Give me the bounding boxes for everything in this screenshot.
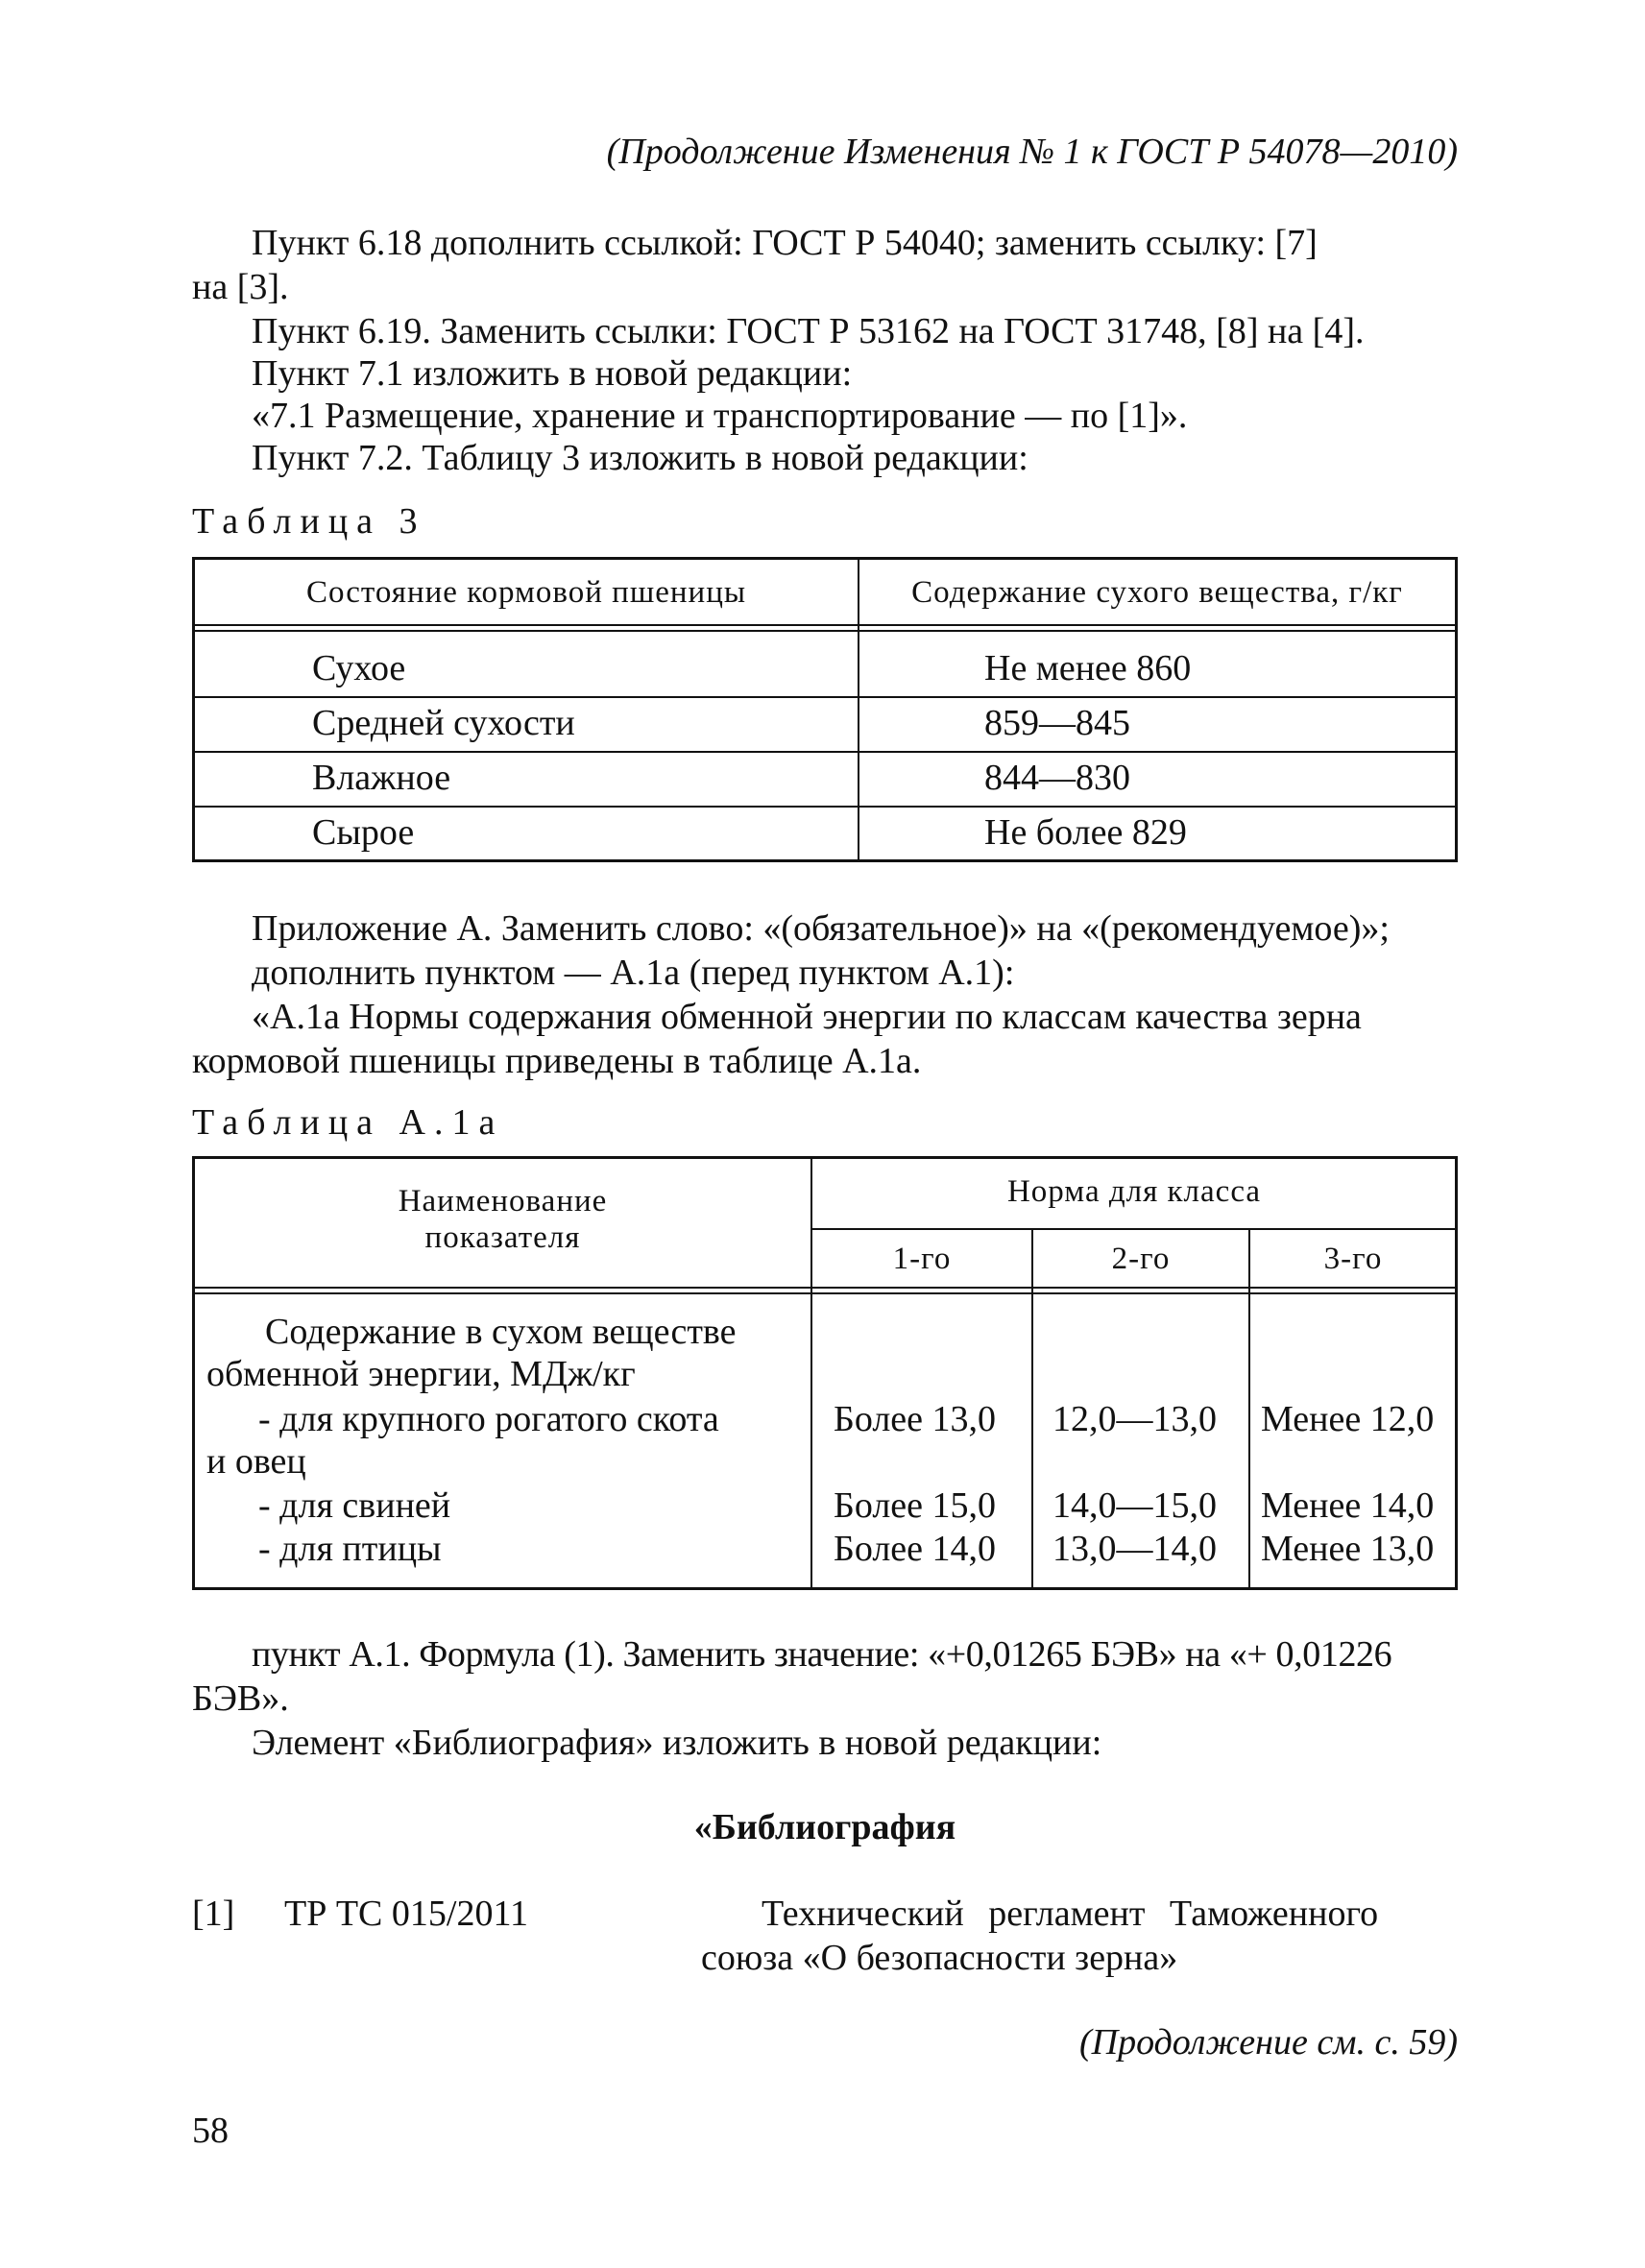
page-number: 58 [192,2111,229,2151]
tableA1a [192,1156,1458,1590]
header-continuation: (Продолжение Изменения № 1 к ГОСТ Р 54078—2010) [606,132,1458,172]
paragraph-7-2: Пункт 7.2. Таблицу 3 изложить в новой редакции: [252,438,1028,478]
footer-continuation: (Продолжение см. с. 59) [1078,2022,1458,2063]
table3-row-value: 844—830 [984,758,1130,798]
bibliography-item-title-cont: союза «О безопасности зерна» [701,1938,1178,1978]
tableA1a-header-name-cont: показателя [424,1220,581,1255]
tableA1a-cell: Менее 12,0 [1261,1399,1435,1439]
table3-row-state: Влажное [312,758,451,798]
bibliography-item-number: [1] [192,1894,235,1934]
table3-row-state: Средней сухости [312,703,575,743]
tableA1a-cell: 13,0—14,0 [1052,1529,1217,1569]
tableA1a-cell: 14,0—15,0 [1052,1485,1217,1526]
table3-row-value: Не менее 860 [984,648,1192,688]
table3-row-state: Сырое [312,812,415,853]
tableA1a-header-class-1: 1-го [892,1242,952,1276]
tableA1a-cell: Менее 14,0 [1261,1485,1435,1526]
tableA1a-cell: Более 13,0 [834,1399,997,1439]
table3-header-state: Состояние кормовой пшеницы [305,575,747,610]
bibliography-intro: Элемент «Библиография» изложить в новой редакции: [252,1723,1102,1763]
table3-caption: Таблица 3 [192,501,426,542]
paragraph-6-18-cont: на [3]. [192,267,289,307]
tableA1a-row-label-cont: и овец [206,1441,306,1482]
tableA1a-row-label: - для крупного рогатого скота [258,1399,719,1439]
appendix-line1: Приложение А. Заменить слово: «(обязательное)» на «(рекомендуемое)»; [252,908,1390,949]
tableA1a-cell: Более 15,0 [834,1485,997,1526]
tableA1a-cell: 12,0—13,0 [1052,1399,1217,1439]
paragraph-7-1: Пункт 7.1 изложить в новой редакции: [252,353,853,394]
tableA1a-cell: Более 14,0 [834,1529,997,1569]
tableA1a-caption: Таблица А.1а [192,1102,504,1143]
formula-line2: БЭВ». [192,1678,289,1719]
table3-row-value: Не более 829 [984,812,1187,853]
paragraph-6-18: Пункт 6.18 дополнить ссылкой: ГОСТ Р 54040; заменить ссылку: [7] [252,223,1318,263]
tableA1a-header-class-2: 2-го [1111,1242,1171,1276]
tableA1a-row-title-cont: обменной энергии, МДж/кг [206,1354,636,1394]
appendix-line2: дополнить пунктом — А.1а (перед пунктом А.1): [252,953,1015,993]
tableA1a-row-label: - для птицы [258,1529,442,1569]
tableA1a-header-class-3: 3-го [1323,1242,1383,1276]
table3-header-content: Содержание сухого вещества, г/кг [911,575,1403,610]
appendix-line4: кормовой пшеницы приведены в таблице А.1а. [192,1041,922,1081]
tableA1a-header-group: Норма для класса [1006,1174,1262,1209]
bibliography-heading: «Библиография [693,1807,956,1847]
tableA1a-row-title: Содержание в сухом веществе [265,1312,737,1352]
tableA1a-cell: Менее 13,0 [1261,1529,1435,1569]
table3-row-value: 859—845 [984,703,1130,743]
appendix-line3: «А.1а Нормы содержания обменной энергии по классам качества зерна [252,997,1362,1037]
tableA1a-row-label: - для свиней [258,1485,451,1526]
tableA1a-header-name: Наименование [398,1184,608,1218]
paragraph-7-1-text: «7.1 Размещение, хранение и транспортирование — по [1]». [252,396,1188,436]
table3-row-state: Сухое [312,648,406,688]
paragraph-6-19: Пункт 6.19. Заменить ссылки: ГОСТ Р 53162 на ГОСТ 31748, [8] на [4]. [252,311,1365,351]
table3 [192,557,1458,862]
bibliography-item-title: Технический регламент Таможенного [762,1894,1379,1934]
formula-line1: пункт А.1. Формула (1). Заменить значение: «+0,01265 БЭВ» на «+ 0,01226 [252,1634,1392,1675]
bibliography-item-code: ТР ТС 015/2011 [284,1894,529,1934]
